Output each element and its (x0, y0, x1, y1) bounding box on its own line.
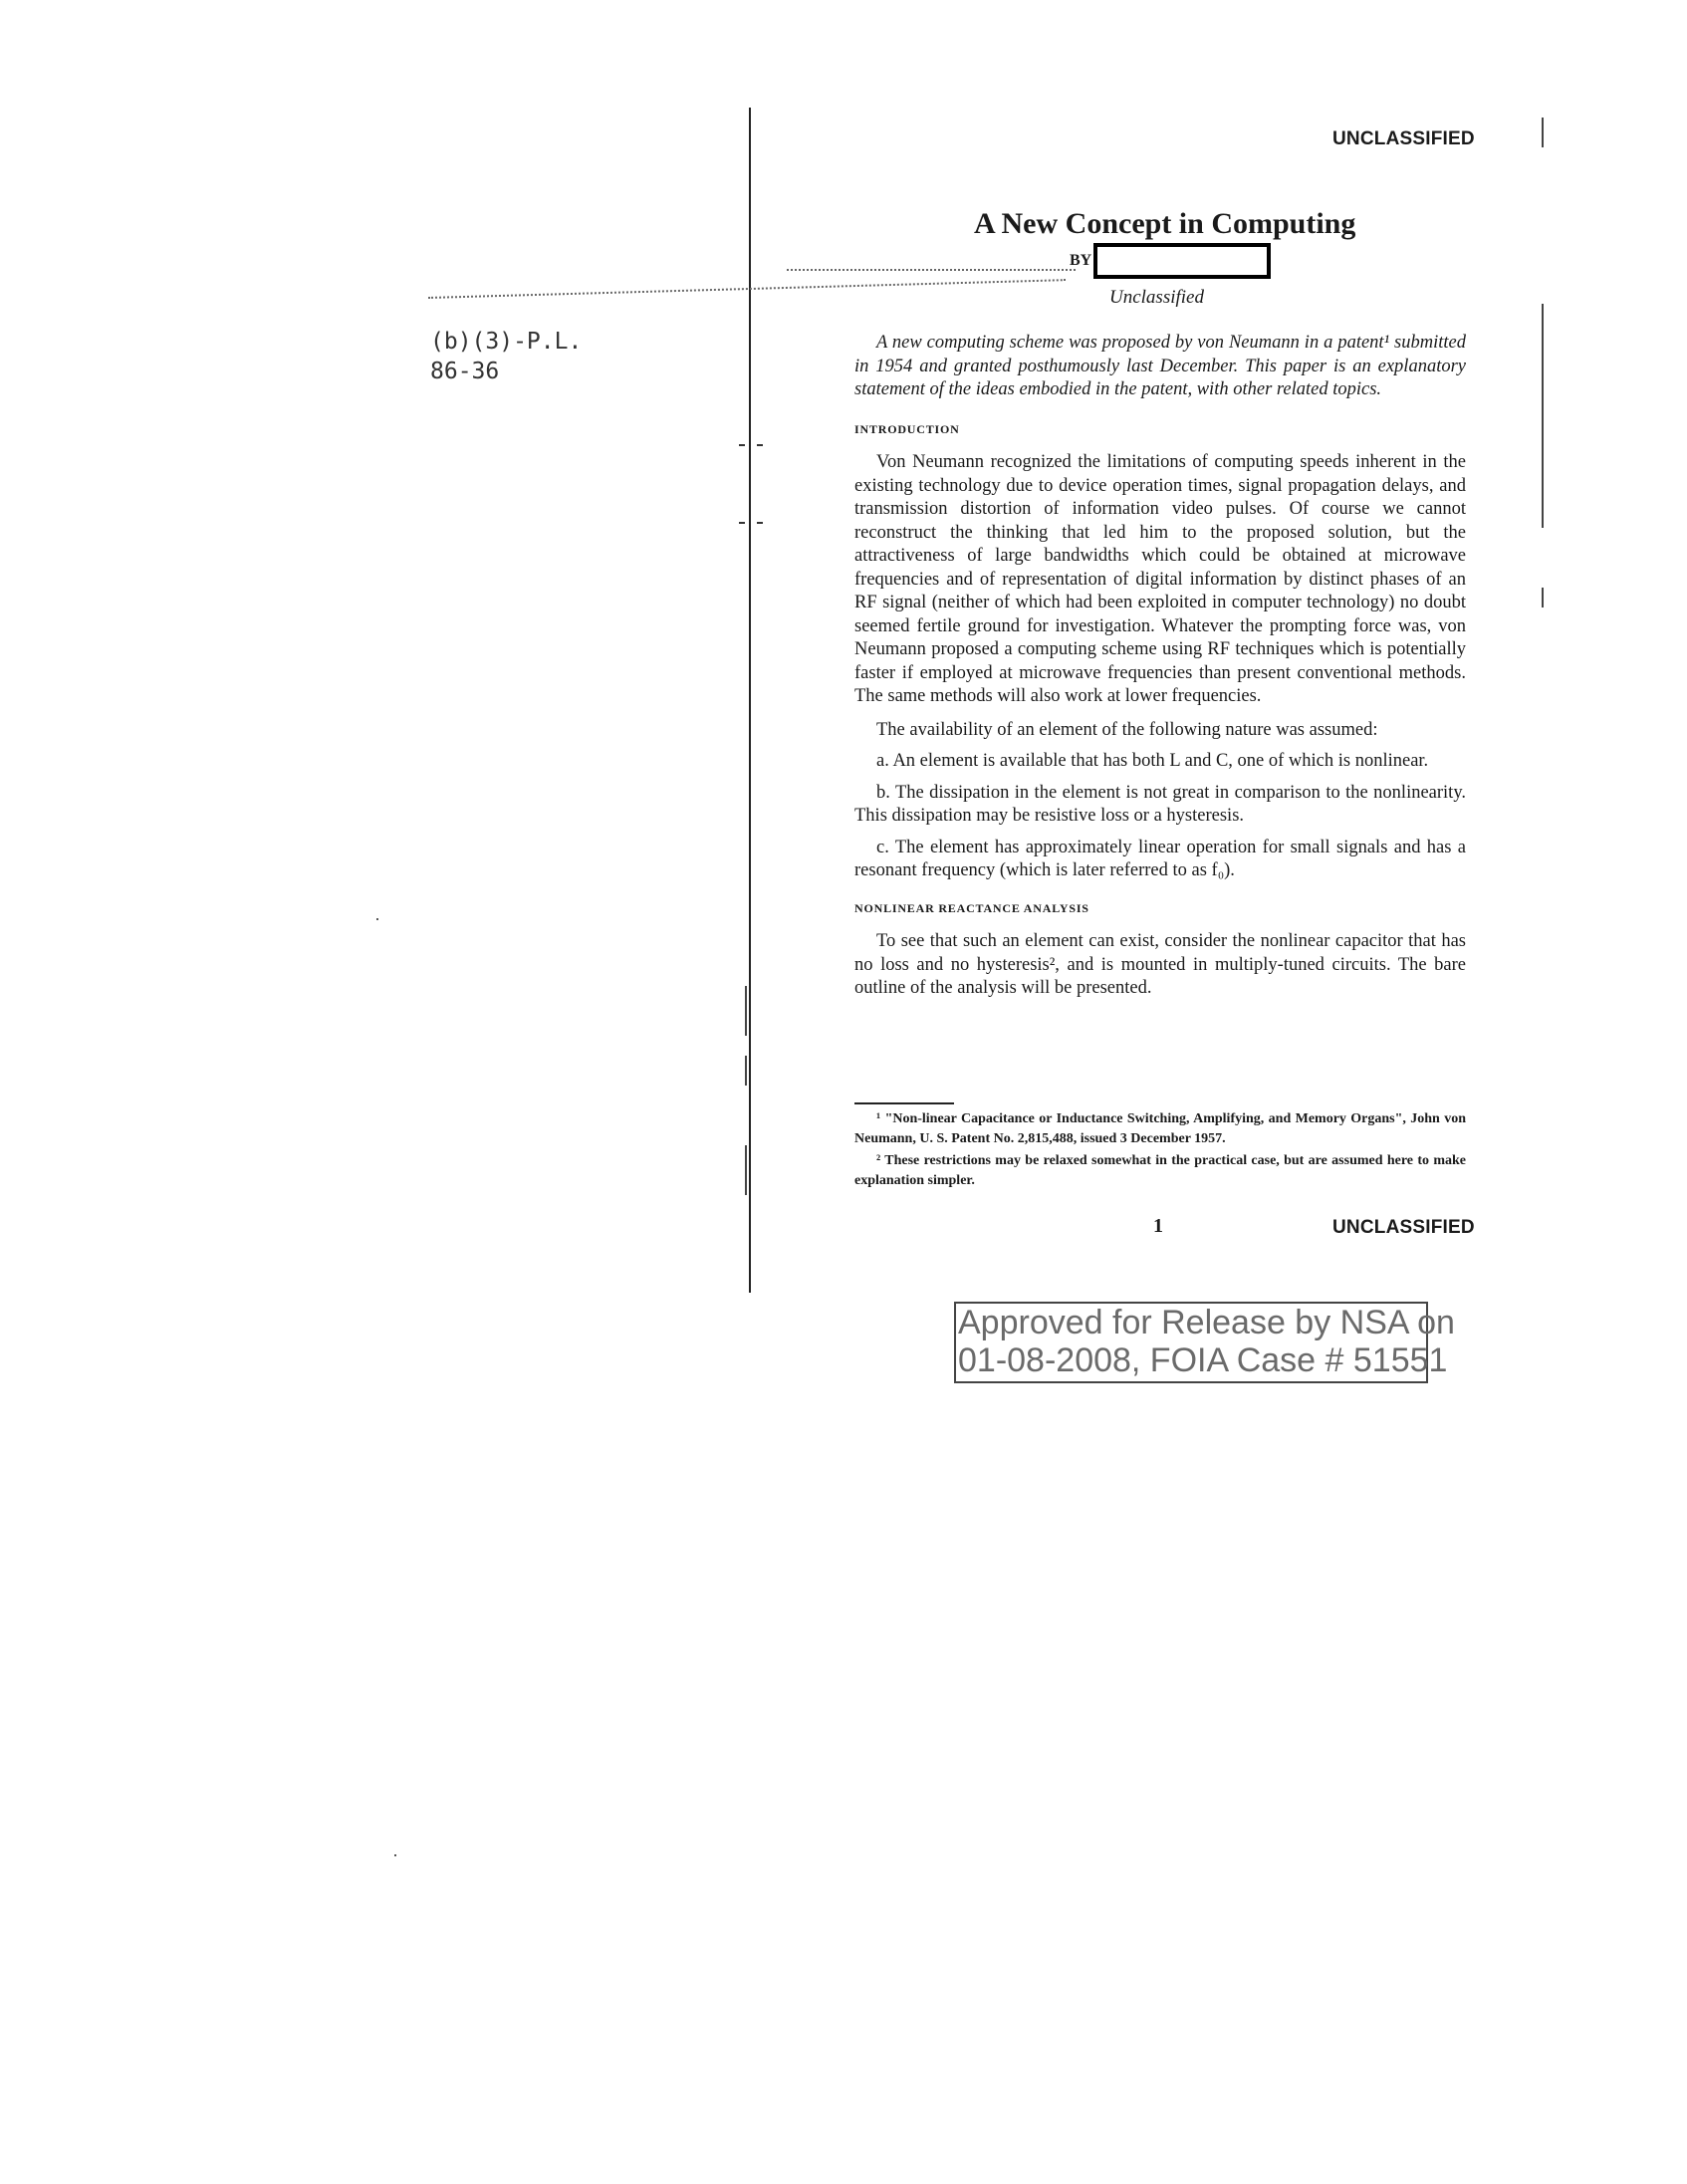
gutter-mark (1542, 588, 1544, 607)
gutter-mark (1542, 118, 1544, 147)
gutter-tick (757, 522, 763, 524)
footnote-2: ² These restrictions may be relaxed somewhat in the practical case, but are assumed here to make explanation simpler. (854, 1153, 1466, 1188)
gutter-mark (745, 986, 747, 1036)
footnote-1: ¹ "Non-linear Capacitance or Inductance Switching, Amplifying, and Memory Organs", John von Neumann, U. S. Patent No. 2,815,488, issued 3 December 1957. (854, 1111, 1466, 1146)
footnotes (854, 1109, 1466, 1191)
intro-paragraph-1: Von Neumann recognized the limitations of computing speeds inherent in the existing technology due to device operation times, signal propagation delays, and transmission distortion of information video pulses. Of course we cannot reconstruct the thinking that led him to the proposed solution, but the attractiveness of large bandwidths which could be obtained at microwave frequencies and of representation of digital information by distinct phases of an RF signal (neither of which had been exploited in computer technology) no doubt seemed fertile ground for investigation. Whatever the prompting force was, von Neumann proposed a computing scheme using RF techniques which is potentially faster if employed at microwave frequencies than present conventional methods. The same methods will also work at lower frequencies. (854, 452, 1466, 706)
exemption-line-2: 86-36 (430, 359, 500, 384)
release-stamp-line-2: 01-08-2008, FOIA Case # 51551 (958, 1341, 1448, 1379)
list-item-b: b. The dissipation in the element is not great in comparison to the nonlinearity. This dissipation may be resistive loss or a hysteresis. (854, 782, 1466, 826)
section-heading-introduction: INTRODUCTION (854, 421, 960, 436)
exemption-note (430, 327, 582, 386)
page-number: 1 (1153, 1215, 1163, 1237)
intro-paragraph-2: The availability of an element of the following nature was assumed: (876, 719, 1378, 740)
release-stamp (954, 1302, 1455, 1383)
gutter-line (749, 108, 751, 1293)
gutter-tick (739, 444, 745, 446)
byline-leader (787, 269, 1076, 271)
footer-classification: UNCLASSIFIED (1332, 1217, 1475, 1238)
article-body (854, 332, 1466, 1001)
gutter-mark (1542, 304, 1544, 528)
list-item-a: a. An element is available that has both L and C, one of which is nonlinear. (876, 751, 1429, 771)
gutter-tick (739, 522, 745, 524)
section-heading-nonlinear: NONLINEAR REACTANCE ANALYSIS (854, 900, 1089, 915)
classification-subtitle: Unclassified (1109, 287, 1204, 308)
byline-label: BY (1070, 252, 1092, 269)
stray-mark (376, 918, 378, 920)
redacted-author (1093, 243, 1271, 279)
article-title: A New Concept in Computing (974, 207, 1356, 240)
gutter-tick (757, 444, 763, 446)
gutter-mark (745, 1056, 747, 1086)
header-classification: UNCLASSIFIED (1332, 128, 1475, 149)
nonlinear-paragraph-1: To see that such an element can exist, consider the nonlinear capacitor that has no loss and no hysteresis², and is mounted in multiply-tuned circuits. The bare outline of the analysis will be presented. (854, 931, 1466, 998)
abstract: A new computing scheme was proposed by von Neumann in a patent¹ submitted in 1954 and granted posthumously last December. This paper is an explanatory statement of the ideas embodied in the patent, with other related topics. (854, 333, 1466, 399)
redaction-leader (428, 279, 1066, 299)
exemption-line-1: (b)(3)-P.L. (430, 329, 583, 355)
release-stamp-line-1: Approved for Release by NSA on (958, 1304, 1455, 1341)
gutter-mark (745, 1145, 747, 1195)
stray-mark (394, 1854, 396, 1856)
list-item-c: c. The element has approximately linear operation for small signals and has a resonant frequency (which is later referred to as f₀). (854, 837, 1466, 880)
footnote-rule (854, 1102, 954, 1104)
